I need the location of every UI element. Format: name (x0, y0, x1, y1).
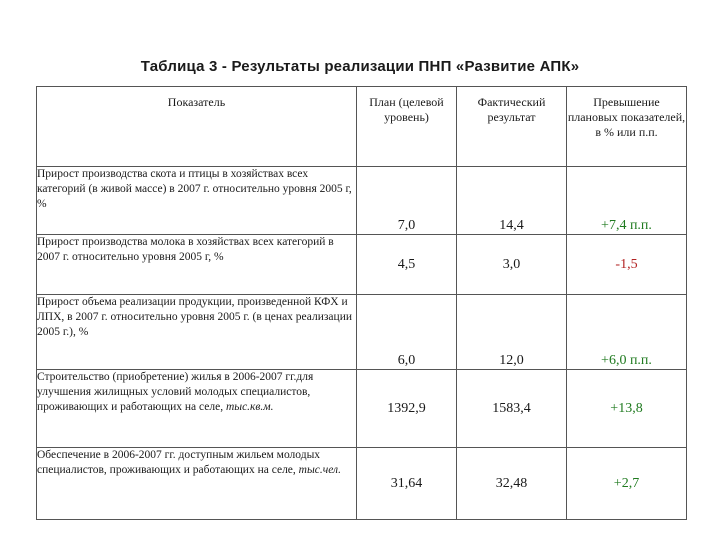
header-plan: План (целевой уровень) (357, 87, 457, 167)
header-actual: Фактический результат (457, 87, 567, 167)
results-table (36, 86, 687, 520)
header-indicator: Показатель (37, 87, 357, 167)
table-title: Таблица 3 - Результаты реализации ПНП «Развитие АПК» (140, 58, 580, 75)
row-plan: 1392,9 (357, 370, 457, 448)
row-plan: 6,0 (357, 295, 457, 370)
row-actual: 14,4 (457, 167, 567, 235)
row-indicator (37, 448, 357, 520)
row-actual: 12,0 (457, 295, 567, 370)
row-excess: +6,0 п.п. (567, 295, 687, 370)
row-indicator: Прирост производства молока в хозяйствах всех категорий в 2007 г. относительно уровня 2005 г, % (37, 235, 357, 295)
row-indicator: Прирост объема реализации продукции, произведенной КФХ и ЛПХ, в 2007 г. относительно уровня 2005 г. (в ценах реализации 2005 г.), % (37, 295, 357, 370)
row-plan: 4,5 (357, 235, 457, 295)
row-actual: 32,48 (457, 448, 567, 520)
row-excess: +2,7 (567, 448, 687, 520)
row-indicator-text: Обеспечение в 2006-2007 гг. доступным жильем молодых специалистов, проживающих и работающих на селе, (37, 449, 321, 476)
row-plan: 7,0 (357, 167, 457, 235)
row-indicator (37, 370, 357, 448)
header-row (37, 87, 687, 167)
row-excess: +7,4 п.п. (567, 167, 687, 235)
table-row (37, 235, 687, 295)
row-excess: +13,8 (567, 370, 687, 448)
table-row (37, 295, 687, 370)
table-row (37, 370, 687, 448)
row-unit: тыс.кв.м. (225, 401, 274, 413)
table-row (37, 448, 687, 520)
row-indicator-text: Строительство (приобретение) жилья в 2006-2007 гг.для улучшения жилищных условий молодых специалистов, проживающих и работающих на селе, (37, 371, 314, 413)
row-unit: тыс.чел. (298, 464, 341, 476)
header-excess: Превышение плановых показателей, в % или п.п. (567, 87, 687, 167)
row-plan: 31,64 (357, 448, 457, 520)
row-indicator: Прирост производства скота и птицы в хозяйствах всех категорий (в живой массе) в 2007 г. относительно уровня 2005 г, % (37, 167, 357, 235)
row-excess: -1,5 (567, 235, 687, 295)
row-actual: 3,0 (457, 235, 567, 295)
table-row (37, 167, 687, 235)
row-actual: 1583,4 (457, 370, 567, 448)
